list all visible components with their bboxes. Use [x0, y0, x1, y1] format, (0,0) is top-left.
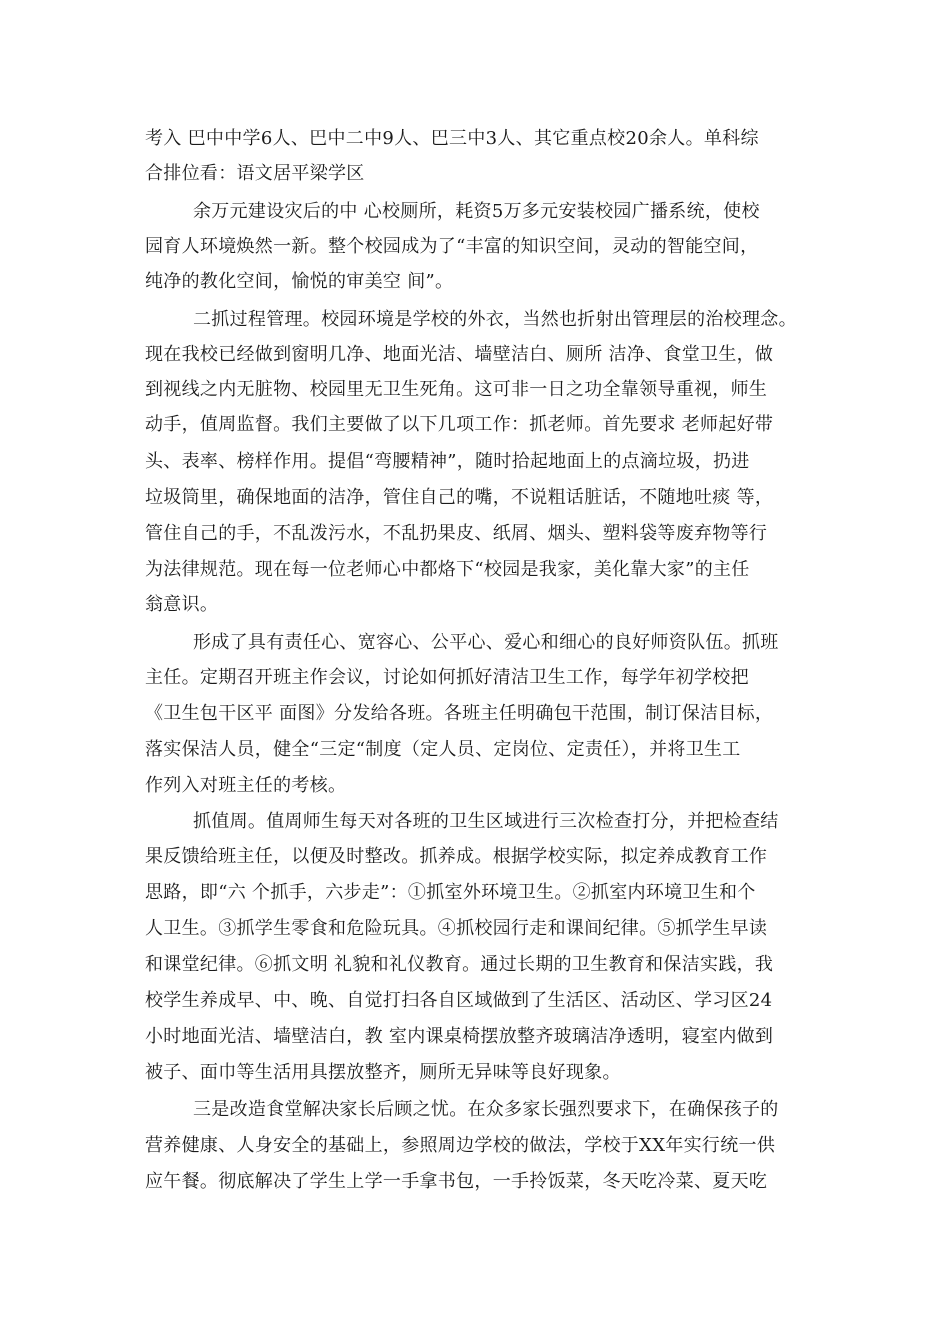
text-line: 作列入对班主任的考核。	[145, 775, 347, 796]
text-line: 应午餐。彻底解决了学生上学一手拿书包，一手拎饭菜，冬天吃冷菜、夏天吃	[145, 1171, 768, 1192]
text-line: 被子、面巾等生活用具摆放整齐，厕所无异味等良好现象。	[145, 1062, 621, 1083]
text-line: 果反馈给班主任，以便及时整改。抓养成。根据学校实际，拟定养成教育工作	[145, 846, 768, 867]
text-line: 园育人环境焕然一新。整个校园成为了“丰富的知识空间，灵动的智能空间，	[145, 236, 759, 257]
text-line: 校学生养成早、中、晚、自觉打扫各自区域做到了生活区、活动区、学习区24	[145, 990, 773, 1011]
text-line: 为法律规范。现在每一位老师心中都烙下“校园是我家，美化靠大家”的主任	[145, 559, 750, 580]
text-line: 考入 巴中中学6人、巴中二中9人、巴三中3人、其它重点校20余人。单科综	[145, 128, 759, 149]
text-line: 合排位看：语文居平梁学区	[145, 163, 365, 184]
paragraph-start-line: 抓值周。值周师生每天对各班的卫生区域进行三次检查打分，并把检查结	[193, 811, 779, 832]
text-line: 主任。定期召开班主作会议，讨论如何抓好清洁卫生工作，每学年初学校把	[145, 667, 749, 688]
paragraph-start-line: 二抓过程管理。校园环境是学校的外衣，当然也折射出管理层的治校理念。	[193, 309, 797, 330]
text-line: 营养健康、人身安全的基础上，参照周边学校的做法，学校于XX年实行统一供	[145, 1135, 776, 1156]
text-line: 动手，值周监督。我们主要做了以下几项工作：抓老师。首先要求 老师起好带	[145, 414, 774, 435]
text-line: 管住自己的手，不乱泼污水，不乱扔果皮、纸屑、烟头、塑料袋等废弃物等行	[145, 523, 768, 544]
text-line: 垃圾筒里，确保地面的洁净，管住自己的嘴，不说粗话脏话，不随地吐痰 等，	[145, 487, 774, 508]
paragraph-start-line: 形成了具有责任心、宽容心、公平心、爱心和细心的良好师资队伍。抓班	[193, 632, 779, 653]
text-line: 到视线之内无脏物、校园里无卫生死角。这可非一日之功全靠领导重视，师生	[145, 379, 768, 400]
paragraph-start-line: 余万元建设灾后的中 心校厕所，耗资5万多元安装校园广播系统，使校	[193, 201, 760, 222]
text-line: 和课堂纪律。⑥抓文明 礼貌和礼仪教育。通过长期的卫生教育和保洁实践，我	[145, 954, 774, 975]
paragraph-start-line: 三是改造食堂解决家长后顾之忧。在众多家长强烈要求下，在确保孩子的	[193, 1099, 779, 1120]
text-line: 翁意识。	[145, 594, 219, 615]
text-line: 人卫生。③抓学生零食和危险玩具。④抓校园行走和课间纪律。⑤抓学生早读	[145, 918, 768, 939]
text-line: 纯净的教化空间，愉悦的审美空 间”。	[145, 271, 454, 292]
text-line: 思路，即“六 个抓手，六步走”：①抓室外环境卫生。②抓室内环境卫生和个	[145, 882, 756, 903]
text-line: 小时地面光洁、墙壁洁白，教 室内课桌椅摆放整齐玻璃洁净透明，寝室内做到	[145, 1026, 774, 1047]
text-line: 《卫生包干区平 面图》分发给各班。各班主任明确包干范围，制订保洁目标，	[145, 703, 774, 724]
text-line: 头、表率、榜样作用。提倡“弯腰精神”，随时拾起地面上的点滴垃圾，扔进	[145, 451, 750, 472]
text-line: 落实保洁人员，健全“三定“制度（定人员、定岗位、定责任），并将卫生工	[145, 739, 741, 760]
text-line: 现在我校已经做到窗明几净、地面光洁、墙壁洁白、厕所 洁净、食堂卫生，做	[145, 344, 774, 365]
